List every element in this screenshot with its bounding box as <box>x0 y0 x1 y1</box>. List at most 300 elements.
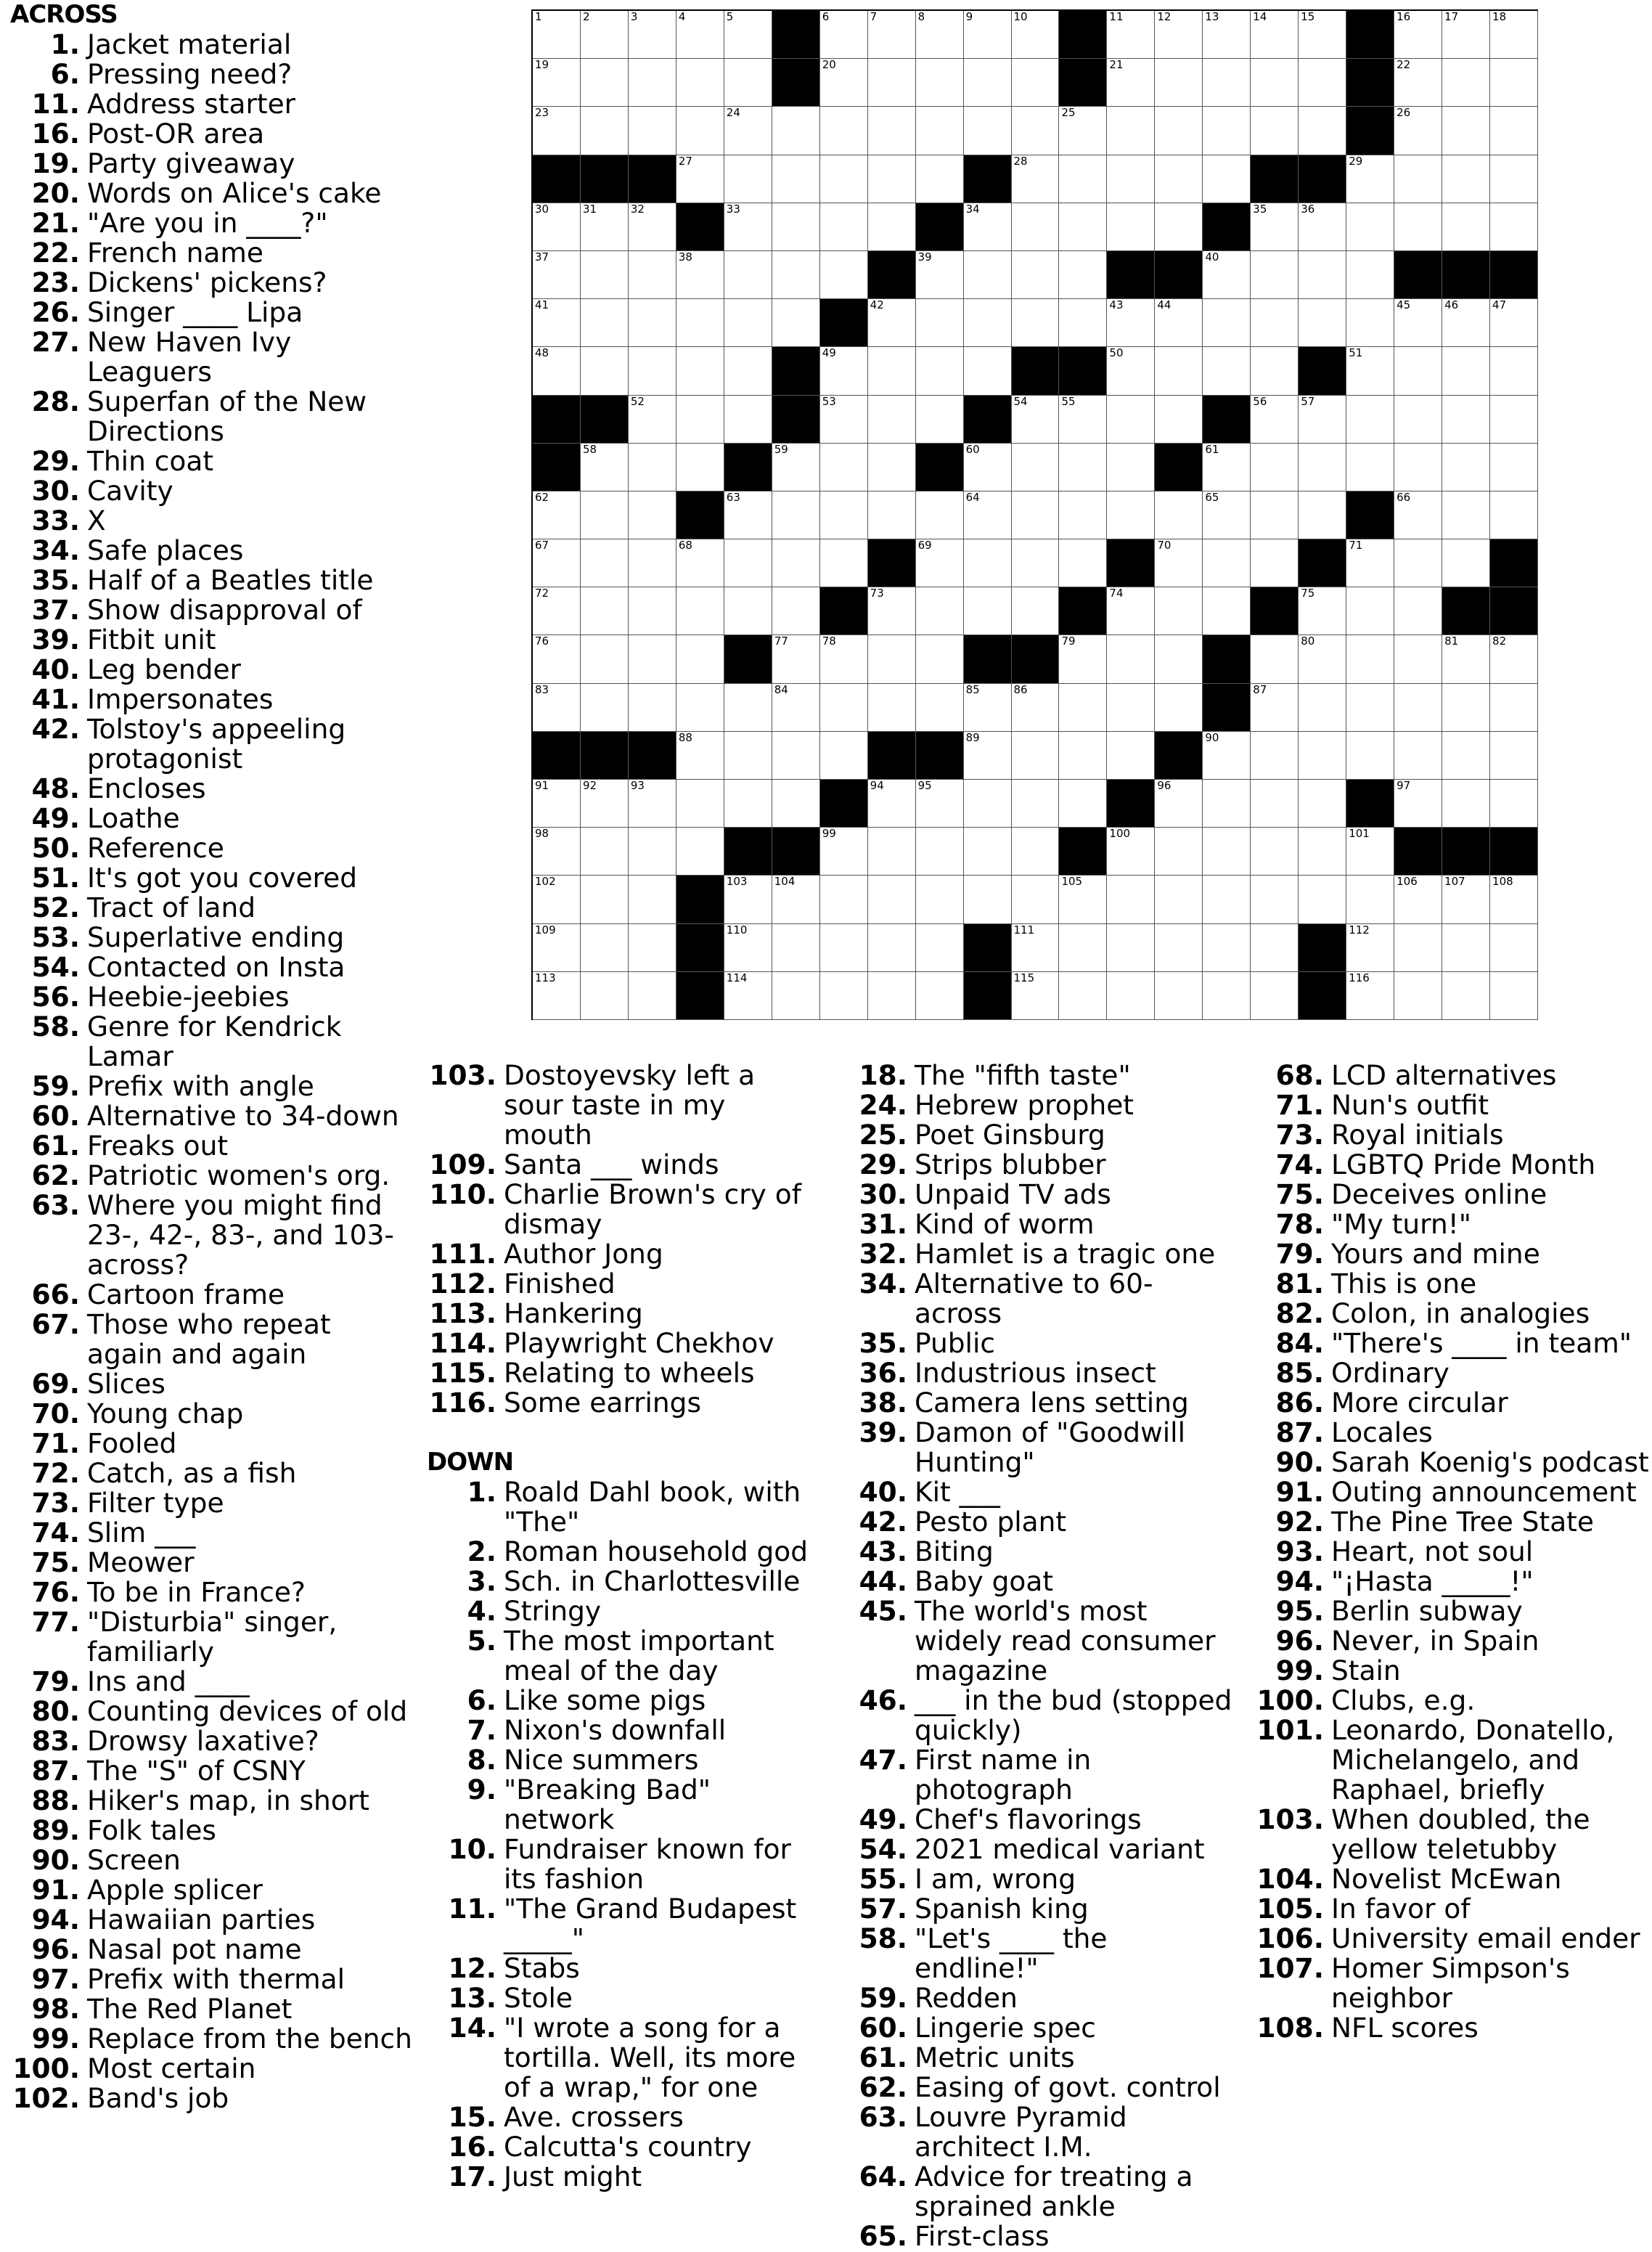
grid-cell[interactable] <box>1442 732 1490 780</box>
grid-cell[interactable] <box>1442 684 1490 732</box>
grid-cell[interactable] <box>1059 491 1107 539</box>
grid-cell[interactable] <box>724 539 772 587</box>
grid-cell[interactable] <box>1059 251 1107 299</box>
grid-cell[interactable] <box>1251 876 1299 923</box>
across-clue[interactable] <box>10 1161 414 1191</box>
grid-cell[interactable] <box>820 635 868 683</box>
across-clue[interactable] <box>10 1012 414 1072</box>
grid-cell[interactable] <box>1107 491 1155 539</box>
grid-cell[interactable] <box>964 107 1012 155</box>
grid-cell[interactable] <box>1059 635 1107 683</box>
grid-cell[interactable] <box>964 11 1012 59</box>
grid-cell[interactable] <box>1059 780 1107 828</box>
grid-cell[interactable] <box>1490 732 1538 780</box>
grid-cell[interactable] <box>533 972 581 1020</box>
grid-cell[interactable] <box>1107 203 1155 251</box>
across-clue[interactable] <box>10 1935 414 1965</box>
grid-cell[interactable] <box>916 59 964 107</box>
across-clue[interactable] <box>10 863 414 893</box>
grid-cell[interactable] <box>964 444 1012 491</box>
grid-cell[interactable] <box>964 539 1012 587</box>
down-clue[interactable] <box>855 1835 1235 1864</box>
grid-cell[interactable] <box>1299 635 1346 683</box>
grid-cell[interactable] <box>1059 684 1107 732</box>
grid-cell[interactable] <box>868 876 916 923</box>
across-clue[interactable] <box>10 1607 414 1667</box>
down-clue[interactable] <box>855 1805 1235 1835</box>
across-clue[interactable] <box>10 1280 414 1310</box>
grid-cell[interactable] <box>820 203 868 251</box>
grid-cell[interactable] <box>1299 59 1346 107</box>
grid-cell[interactable] <box>1346 587 1394 635</box>
grid-cell[interactable] <box>676 587 724 635</box>
grid-cell[interactable] <box>772 635 820 683</box>
grid-cell[interactable] <box>1059 972 1107 1020</box>
grid-cell[interactable] <box>868 828 916 876</box>
grid-cell[interactable] <box>964 203 1012 251</box>
across-clue[interactable] <box>10 446 414 476</box>
grid-cell[interactable] <box>533 635 581 683</box>
grid-cell[interactable] <box>868 635 916 683</box>
down-clue[interactable] <box>1254 1537 1650 1567</box>
grid-cell[interactable] <box>772 587 820 635</box>
grid-cell[interactable] <box>1394 972 1442 1020</box>
grid-cell[interactable] <box>629 347 676 395</box>
grid-cell[interactable] <box>820 828 868 876</box>
down-clue[interactable] <box>1254 1120 1650 1150</box>
grid-cell[interactable] <box>1490 444 1538 491</box>
grid-cell[interactable] <box>1346 972 1394 1020</box>
grid-cell[interactable] <box>1155 635 1203 683</box>
across-clue[interactable] <box>10 298 414 327</box>
grid-cell[interactable] <box>1059 732 1107 780</box>
grid-cell[interactable] <box>1251 828 1299 876</box>
grid-cell[interactable] <box>533 299 581 347</box>
grid-cell[interactable] <box>1155 684 1203 732</box>
across-clue[interactable] <box>10 1310 414 1369</box>
grid-cell[interactable] <box>629 876 676 923</box>
grid-cell[interactable] <box>581 635 629 683</box>
down-clue[interactable] <box>1254 1358 1650 1388</box>
grid-cell[interactable] <box>1107 635 1155 683</box>
grid-cell[interactable] <box>1394 396 1442 444</box>
grid-cell[interactable] <box>1012 155 1060 203</box>
across-clue[interactable] <box>10 1697 414 1726</box>
grid-cell[interactable] <box>533 684 581 732</box>
across-clue[interactable] <box>10 179 414 208</box>
down-clue[interactable] <box>855 1894 1235 1924</box>
down-clue[interactable] <box>855 1180 1235 1209</box>
grid-cell[interactable] <box>533 11 581 59</box>
grid-cell[interactable] <box>868 924 916 972</box>
grid-cell[interactable] <box>1299 732 1346 780</box>
grid-cell[interactable] <box>1155 780 1203 828</box>
grid-cell[interactable] <box>1251 972 1299 1020</box>
grid-cell[interactable] <box>1012 732 1060 780</box>
grid-cell[interactable] <box>1394 635 1442 683</box>
grid-cell[interactable] <box>1107 684 1155 732</box>
grid-cell[interactable] <box>581 59 629 107</box>
grid-cell[interactable] <box>1012 972 1060 1020</box>
across-clue[interactable] <box>10 536 414 566</box>
grid-cell[interactable] <box>1490 780 1538 828</box>
down-clue[interactable] <box>855 2222 1235 2251</box>
across-clue[interactable] <box>10 1072 414 1101</box>
grid-cell[interactable] <box>964 876 1012 923</box>
grid-cell[interactable] <box>581 924 629 972</box>
grid-cell[interactable] <box>1394 539 1442 587</box>
grid-cell[interactable] <box>629 251 676 299</box>
grid-cell[interactable] <box>1012 299 1060 347</box>
across-clue[interactable] <box>10 476 414 506</box>
down-clue[interactable] <box>427 2102 810 2132</box>
grid-cell[interactable] <box>772 155 820 203</box>
grid-cell[interactable] <box>1059 107 1107 155</box>
grid-cell[interactable] <box>1490 59 1538 107</box>
grid-cell[interactable] <box>581 444 629 491</box>
across-clue[interactable] <box>10 1726 414 1756</box>
grid-cell[interactable] <box>533 203 581 251</box>
grid-cell[interactable] <box>916 972 964 1020</box>
down-clue[interactable] <box>427 1477 810 1537</box>
across-clue[interactable] <box>10 1369 414 1399</box>
grid-cell[interactable] <box>724 684 772 732</box>
grid-cell[interactable] <box>581 251 629 299</box>
grid-cell[interactable] <box>1442 155 1490 203</box>
grid-cell[interactable] <box>581 203 629 251</box>
grid-cell[interactable] <box>1394 299 1442 347</box>
grid-cell[interactable] <box>1442 876 1490 923</box>
down-clue[interactable] <box>1254 1269 1650 1299</box>
grid-cell[interactable] <box>724 396 772 444</box>
grid-cell[interactable] <box>1059 444 1107 491</box>
grid-cell[interactable] <box>916 780 964 828</box>
grid-cell[interactable] <box>724 203 772 251</box>
grid-cell[interactable] <box>1012 396 1060 444</box>
down-clue[interactable] <box>1254 1567 1650 1596</box>
across-clue[interactable] <box>10 923 414 952</box>
grid-cell[interactable] <box>772 732 820 780</box>
grid-cell[interactable] <box>1203 251 1251 299</box>
grid-cell[interactable] <box>1394 924 1442 972</box>
down-clue[interactable] <box>855 1090 1235 1120</box>
down-clue[interactable] <box>855 2043 1235 2073</box>
grid-cell[interactable] <box>1251 780 1299 828</box>
grid-cell[interactable] <box>964 59 1012 107</box>
grid-cell[interactable] <box>1251 299 1299 347</box>
across-clue[interactable] <box>10 1101 414 1131</box>
grid-cell[interactable] <box>964 732 1012 780</box>
grid-cell[interactable] <box>629 924 676 972</box>
grid-cell[interactable] <box>1012 444 1060 491</box>
grid-cell[interactable] <box>772 972 820 1020</box>
grid-cell[interactable] <box>1251 924 1299 972</box>
across-clue[interactable] <box>10 506 414 536</box>
grid-cell[interactable] <box>1012 59 1060 107</box>
down-clue[interactable] <box>427 1537 810 1567</box>
grid-cell[interactable] <box>1299 684 1346 732</box>
down-clue[interactable] <box>855 1686 1235 1745</box>
grid-cell[interactable] <box>916 155 964 203</box>
grid-cell[interactable] <box>1442 444 1490 491</box>
grid-cell[interactable] <box>1203 444 1251 491</box>
across-clue[interactable] <box>10 1667 414 1697</box>
across-clue[interactable] <box>10 1905 414 1935</box>
across-clue[interactable] <box>427 1269 810 1299</box>
grid-cell[interactable] <box>676 11 724 59</box>
across-clue[interactable] <box>10 1518 414 1548</box>
grid-cell[interactable] <box>1299 107 1346 155</box>
grid-cell[interactable] <box>1394 59 1442 107</box>
grid-cell[interactable] <box>1203 491 1251 539</box>
grid-cell[interactable] <box>1155 203 1203 251</box>
grid-cell[interactable] <box>1490 203 1538 251</box>
down-clue[interactable] <box>1254 1448 1650 1477</box>
grid-cell[interactable] <box>676 828 724 876</box>
across-clue[interactable] <box>10 804 414 833</box>
grid-cell[interactable] <box>916 539 964 587</box>
grid-cell[interactable] <box>916 299 964 347</box>
down-clue[interactable] <box>1254 1656 1650 1686</box>
grid-cell[interactable] <box>964 491 1012 539</box>
across-clue[interactable] <box>10 268 414 298</box>
grid-cell[interactable] <box>629 780 676 828</box>
down-clue[interactable] <box>1254 1418 1650 1448</box>
down-clue[interactable] <box>855 1745 1235 1805</box>
across-clue[interactable] <box>10 238 414 268</box>
grid-cell[interactable] <box>916 828 964 876</box>
grid-cell[interactable] <box>1346 876 1394 923</box>
across-clue[interactable] <box>10 1786 414 1816</box>
grid-cell[interactable] <box>1012 780 1060 828</box>
across-clue[interactable] <box>10 595 414 625</box>
grid-cell[interactable] <box>820 924 868 972</box>
grid-cell[interactable] <box>676 539 724 587</box>
down-clue[interactable] <box>1254 1894 1650 1924</box>
grid-cell[interactable] <box>676 347 724 395</box>
grid-cell[interactable] <box>581 972 629 1020</box>
down-clue[interactable] <box>855 1924 1235 1983</box>
grid-cell[interactable] <box>1251 396 1299 444</box>
grid-cell[interactable] <box>1155 396 1203 444</box>
grid-cell[interactable] <box>916 876 964 923</box>
grid-cell[interactable] <box>1107 347 1155 395</box>
grid-cell[interactable] <box>820 107 868 155</box>
down-clue[interactable] <box>855 1120 1235 1150</box>
grid-cell[interactable] <box>1107 11 1155 59</box>
across-clue[interactable] <box>10 1399 414 1429</box>
grid-cell[interactable] <box>820 396 868 444</box>
across-clue[interactable] <box>10 774 414 804</box>
grid-cell[interactable] <box>1059 396 1107 444</box>
down-clue[interactable] <box>1254 1864 1650 1894</box>
grid-cell[interactable] <box>676 59 724 107</box>
grid-cell[interactable] <box>1299 203 1346 251</box>
grid-cell[interactable] <box>1346 396 1394 444</box>
down-clue[interactable] <box>855 1567 1235 1596</box>
grid-cell[interactable] <box>1012 539 1060 587</box>
grid-cell[interactable] <box>1346 299 1394 347</box>
down-clue[interactable] <box>427 1954 810 1983</box>
grid-cell[interactable] <box>1203 732 1251 780</box>
grid-cell[interactable] <box>1155 828 1203 876</box>
down-clue[interactable] <box>855 1209 1235 1239</box>
grid-cell[interactable] <box>1203 59 1251 107</box>
grid-cell[interactable] <box>1346 539 1394 587</box>
grid-cell[interactable] <box>629 587 676 635</box>
grid-cell[interactable] <box>868 155 916 203</box>
across-clue[interactable] <box>10 1191 414 1280</box>
down-clue[interactable] <box>855 1239 1235 1269</box>
grid-cell[interactable] <box>724 972 772 1020</box>
grid-cell[interactable] <box>1155 107 1203 155</box>
down-clue[interactable] <box>427 1596 810 1626</box>
grid-cell[interactable] <box>1251 539 1299 587</box>
grid-cell[interactable] <box>820 876 868 923</box>
grid-cell[interactable] <box>1299 828 1346 876</box>
down-clue[interactable] <box>855 1418 1235 1477</box>
down-clue[interactable] <box>1254 1686 1650 1715</box>
grid-cell[interactable] <box>1251 635 1299 683</box>
down-clue[interactable] <box>1254 1299 1650 1329</box>
grid-cell[interactable] <box>916 635 964 683</box>
down-clue[interactable] <box>1254 2013 1650 2043</box>
grid-cell[interactable] <box>1203 924 1251 972</box>
grid-cell[interactable] <box>1346 203 1394 251</box>
across-clue[interactable] <box>427 1299 810 1329</box>
grid-cell[interactable] <box>1155 299 1203 347</box>
across-clue[interactable] <box>10 2084 414 2113</box>
grid-cell[interactable] <box>1107 587 1155 635</box>
grid-cell[interactable] <box>724 107 772 155</box>
grid-cell[interactable] <box>1346 684 1394 732</box>
grid-cell[interactable] <box>772 924 820 972</box>
grid-cell[interactable] <box>1059 155 1107 203</box>
across-clue[interactable] <box>427 1329 810 1358</box>
grid-cell[interactable] <box>772 299 820 347</box>
down-clue[interactable] <box>1254 1715 1650 1805</box>
down-clue[interactable] <box>1254 1477 1650 1507</box>
grid-cell[interactable] <box>1155 539 1203 587</box>
grid-cell[interactable] <box>916 924 964 972</box>
grid-cell[interactable] <box>724 924 772 972</box>
grid-cell[interactable] <box>1442 59 1490 107</box>
grid-cell[interactable] <box>916 684 964 732</box>
down-clue[interactable] <box>855 1507 1235 1537</box>
across-clue[interactable] <box>10 327 414 387</box>
grid-cell[interactable] <box>820 59 868 107</box>
grid-cell[interactable] <box>676 635 724 683</box>
across-clue[interactable] <box>427 1388 810 1418</box>
grid-cell[interactable] <box>820 684 868 732</box>
down-clue[interactable] <box>855 1388 1235 1418</box>
grid-cell[interactable] <box>581 876 629 923</box>
grid-cell[interactable] <box>772 780 820 828</box>
grid-cell[interactable] <box>772 444 820 491</box>
grid-cell[interactable] <box>868 347 916 395</box>
grid-cell[interactable] <box>1012 11 1060 59</box>
grid-cell[interactable] <box>1394 11 1442 59</box>
grid-cell[interactable] <box>581 347 629 395</box>
grid-cell[interactable] <box>1012 876 1060 923</box>
grid-cell[interactable] <box>1442 924 1490 972</box>
down-clue[interactable] <box>427 1745 810 1775</box>
grid-cell[interactable] <box>1251 444 1299 491</box>
grid-cell[interactable] <box>629 972 676 1020</box>
grid-cell[interactable] <box>1442 299 1490 347</box>
across-clue[interactable] <box>10 208 414 238</box>
grid-cell[interactable] <box>1203 539 1251 587</box>
grid-cell[interactable] <box>533 539 581 587</box>
grid-cell[interactable] <box>868 11 916 59</box>
grid-cell[interactable] <box>1394 876 1442 923</box>
grid-cell[interactable] <box>724 59 772 107</box>
grid-cell[interactable] <box>629 539 676 587</box>
across-clue[interactable] <box>10 1994 414 2024</box>
grid-cell[interactable] <box>1203 972 1251 1020</box>
grid-cell[interactable] <box>868 491 916 539</box>
down-clue[interactable] <box>427 1775 810 1835</box>
grid-cell[interactable] <box>1251 203 1299 251</box>
grid-cell[interactable] <box>772 203 820 251</box>
grid-cell[interactable] <box>916 11 964 59</box>
grid-cell[interactable] <box>868 684 916 732</box>
grid-cell[interactable] <box>916 251 964 299</box>
grid-cell[interactable] <box>676 107 724 155</box>
across-clue[interactable] <box>10 2024 414 2054</box>
down-clue[interactable] <box>427 2013 810 2102</box>
grid-cell[interactable] <box>1203 11 1251 59</box>
grid-cell[interactable] <box>581 780 629 828</box>
grid-cell[interactable] <box>581 491 629 539</box>
across-clue[interactable] <box>427 1150 810 1180</box>
grid-cell[interactable] <box>964 587 1012 635</box>
grid-cell[interactable] <box>1012 107 1060 155</box>
down-clue[interactable] <box>1254 1150 1650 1180</box>
grid-cell[interactable] <box>581 299 629 347</box>
grid-cell[interactable] <box>1442 347 1490 395</box>
grid-cell[interactable] <box>1346 347 1394 395</box>
grid-cell[interactable] <box>1394 732 1442 780</box>
down-clue[interactable] <box>427 1835 810 1894</box>
grid-cell[interactable] <box>772 539 820 587</box>
grid-cell[interactable] <box>1059 876 1107 923</box>
grid-cell[interactable] <box>964 251 1012 299</box>
grid-cell[interactable] <box>1203 299 1251 347</box>
down-clue[interactable] <box>855 2102 1235 2162</box>
grid-cell[interactable] <box>1251 491 1299 539</box>
grid-cell[interactable] <box>1346 251 1394 299</box>
grid-cell[interactable] <box>772 107 820 155</box>
across-clue[interactable] <box>427 1239 810 1269</box>
grid-cell[interactable] <box>1346 828 1394 876</box>
grid-cell[interactable] <box>1107 59 1155 107</box>
grid-cell[interactable] <box>1251 59 1299 107</box>
across-clue[interactable] <box>427 1061 810 1150</box>
grid-cell[interactable] <box>964 299 1012 347</box>
grid-cell[interactable] <box>1155 491 1203 539</box>
grid-cell[interactable] <box>581 587 629 635</box>
down-clue[interactable] <box>427 1894 810 1954</box>
grid-cell[interactable] <box>1442 11 1490 59</box>
grid-cell[interactable] <box>1203 347 1251 395</box>
grid-cell[interactable] <box>533 59 581 107</box>
grid-cell[interactable] <box>916 491 964 539</box>
grid-cell[interactable] <box>1346 444 1394 491</box>
grid-cell[interactable] <box>820 972 868 1020</box>
grid-cell[interactable] <box>1490 684 1538 732</box>
grid-cell[interactable] <box>1251 107 1299 155</box>
